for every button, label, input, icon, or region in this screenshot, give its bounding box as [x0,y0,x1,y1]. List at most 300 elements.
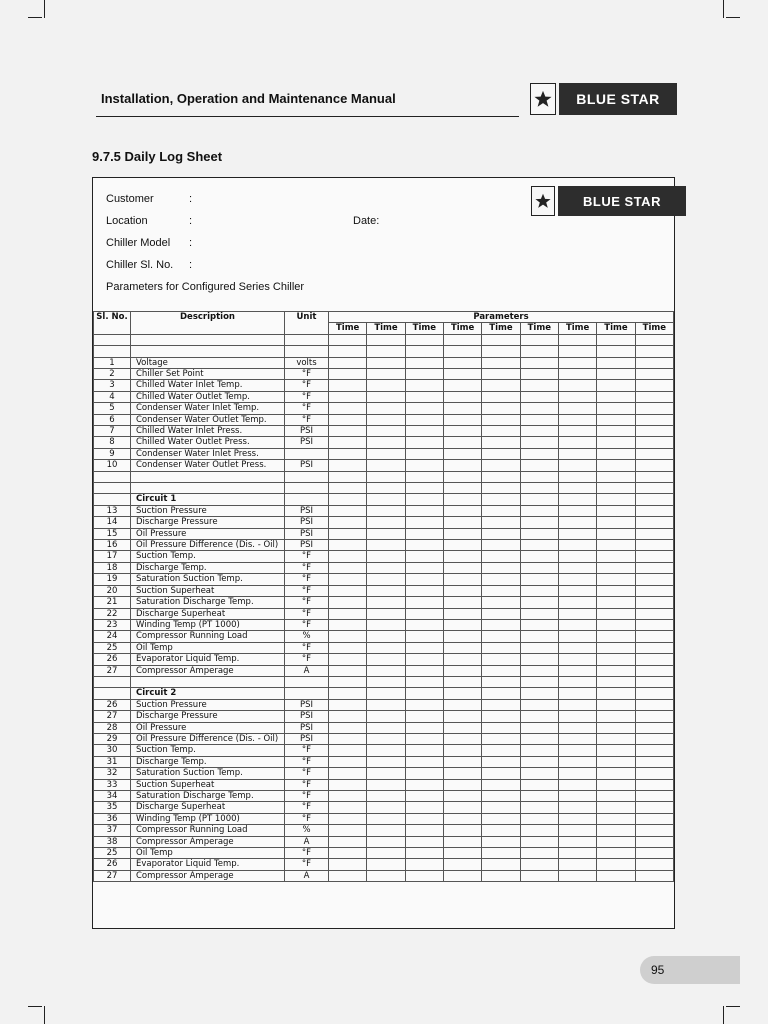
time-entry-cell[interactable] [367,414,405,425]
time-entry-cell[interactable] [597,585,635,596]
time-entry-cell[interactable] [635,460,673,471]
time-entry-cell[interactable] [482,574,520,585]
time-entry-cell[interactable] [597,870,635,881]
time-entry-cell[interactable] [367,665,405,676]
time-entry-cell[interactable] [520,562,558,573]
time-entry-cell[interactable] [329,733,367,744]
time-entry-cell[interactable] [635,448,673,459]
time-entry-cell[interactable] [558,859,596,870]
time-entry-cell[interactable] [405,380,443,391]
time-entry-cell[interactable] [329,768,367,779]
time-entry-cell[interactable] [520,574,558,585]
time-entry-cell[interactable] [558,870,596,881]
time-entry-cell[interactable] [520,756,558,767]
time-entry-cell[interactable] [329,608,367,619]
time-entry-cell[interactable] [482,825,520,836]
time-entry-cell[interactable] [329,346,367,357]
time-entry-cell[interactable] [405,790,443,801]
time-entry-cell[interactable] [367,346,405,357]
time-entry-cell[interactable] [405,779,443,790]
time-entry-cell[interactable] [329,699,367,710]
time-entry-cell[interactable] [405,733,443,744]
time-entry-cell[interactable] [443,722,481,733]
time-entry-cell[interactable] [405,768,443,779]
time-entry-cell[interactable] [329,391,367,402]
time-entry-cell[interactable] [597,562,635,573]
time-entry-cell[interactable] [520,608,558,619]
time-entry-cell[interactable] [558,380,596,391]
time-entry-cell[interactable] [367,597,405,608]
time-entry-cell[interactable] [597,722,635,733]
time-entry-cell[interactable] [520,437,558,448]
time-entry-cell[interactable] [558,437,596,448]
time-entry-cell[interactable] [405,848,443,859]
time-entry-cell[interactable] [635,802,673,813]
time-entry-cell[interactable] [443,848,481,859]
time-entry-cell[interactable] [329,505,367,516]
time-entry-cell[interactable] [405,745,443,756]
time-entry-cell[interactable] [405,813,443,824]
time-entry-cell[interactable] [329,631,367,642]
time-entry-cell[interactable] [443,483,481,494]
time-entry-cell[interactable] [405,574,443,585]
time-entry-cell[interactable] [635,654,673,665]
time-entry-cell[interactable] [367,733,405,744]
time-entry-cell[interactable] [558,505,596,516]
time-entry-cell[interactable] [329,665,367,676]
time-entry-cell[interactable] [597,688,635,699]
time-entry-cell[interactable] [405,699,443,710]
time-entry-cell[interactable] [597,836,635,847]
time-entry-cell[interactable] [558,848,596,859]
time-entry-cell[interactable] [482,711,520,722]
time-entry-cell[interactable] [482,585,520,596]
time-entry-cell[interactable] [635,688,673,699]
time-entry-cell[interactable] [520,528,558,539]
time-entry-cell[interactable] [635,403,673,414]
time-entry-cell[interactable] [520,551,558,562]
time-entry-cell[interactable] [597,540,635,551]
time-entry-cell[interactable] [597,403,635,414]
time-entry-cell[interactable] [443,334,481,345]
time-entry-cell[interactable] [558,551,596,562]
time-entry-cell[interactable] [597,597,635,608]
time-entry-cell[interactable] [597,505,635,516]
time-entry-cell[interactable] [635,585,673,596]
time-entry-cell[interactable] [482,733,520,744]
time-entry-cell[interactable] [520,745,558,756]
time-entry-cell[interactable] [367,585,405,596]
time-entry-cell[interactable] [405,562,443,573]
time-entry-cell[interactable] [329,722,367,733]
time-entry-cell[interactable] [367,403,405,414]
time-entry-cell[interactable] [558,574,596,585]
time-entry-cell[interactable] [558,813,596,824]
time-entry-cell[interactable] [520,699,558,710]
time-entry-cell[interactable] [405,483,443,494]
time-entry-cell[interactable] [329,414,367,425]
time-entry-cell[interactable] [635,870,673,881]
time-entry-cell[interactable] [482,836,520,847]
time-entry-cell[interactable] [329,437,367,448]
time-entry-cell[interactable] [597,574,635,585]
time-entry-cell[interactable] [558,334,596,345]
time-entry-cell[interactable] [558,597,596,608]
time-entry-cell[interactable] [597,528,635,539]
time-entry-cell[interactable] [558,494,596,505]
time-entry-cell[interactable] [597,733,635,744]
time-entry-cell[interactable] [635,426,673,437]
time-entry-cell[interactable] [520,460,558,471]
time-entry-cell[interactable] [482,471,520,482]
time-entry-cell[interactable] [558,562,596,573]
time-entry-cell[interactable] [635,346,673,357]
time-entry-cell[interactable] [329,403,367,414]
time-entry-cell[interactable] [520,825,558,836]
time-entry-cell[interactable] [367,551,405,562]
time-entry-cell[interactable] [597,471,635,482]
time-entry-cell[interactable] [443,391,481,402]
time-entry-cell[interactable] [329,859,367,870]
time-entry-cell[interactable] [329,688,367,699]
time-entry-cell[interactable] [597,779,635,790]
time-entry-cell[interactable] [329,597,367,608]
time-entry-cell[interactable] [635,756,673,767]
time-entry-cell[interactable] [367,676,405,687]
time-entry-cell[interactable] [597,414,635,425]
time-entry-cell[interactable] [329,448,367,459]
time-entry-cell[interactable] [367,722,405,733]
time-entry-cell[interactable] [597,790,635,801]
time-entry-cell[interactable] [597,711,635,722]
time-entry-cell[interactable] [405,802,443,813]
time-entry-cell[interactable] [482,346,520,357]
time-entry-cell[interactable] [635,779,673,790]
time-entry-cell[interactable] [597,357,635,368]
time-entry-cell[interactable] [520,369,558,380]
time-entry-cell[interactable] [405,597,443,608]
time-entry-cell[interactable] [367,505,405,516]
time-entry-cell[interactable] [367,699,405,710]
time-entry-cell[interactable] [443,790,481,801]
time-entry-cell[interactable] [405,403,443,414]
time-entry-cell[interactable] [443,859,481,870]
time-entry-cell[interactable] [635,517,673,528]
time-entry-cell[interactable] [482,745,520,756]
time-entry-cell[interactable] [329,585,367,596]
time-entry-cell[interactable] [443,369,481,380]
time-entry-cell[interactable] [443,437,481,448]
time-entry-cell[interactable] [443,825,481,836]
time-entry-cell[interactable] [443,711,481,722]
time-entry-cell[interactable] [405,619,443,630]
time-entry-cell[interactable] [597,802,635,813]
time-entry-cell[interactable] [443,802,481,813]
time-entry-cell[interactable] [635,631,673,642]
time-entry-cell[interactable] [597,391,635,402]
time-entry-cell[interactable] [443,597,481,608]
time-entry-cell[interactable] [558,722,596,733]
time-entry-cell[interactable] [635,483,673,494]
time-entry-cell[interactable] [635,619,673,630]
time-entry-cell[interactable] [520,688,558,699]
time-entry-cell[interactable] [482,870,520,881]
time-entry-cell[interactable] [597,665,635,676]
time-entry-cell[interactable] [482,619,520,630]
time-entry-cell[interactable] [405,357,443,368]
time-entry-cell[interactable] [520,585,558,596]
time-entry-cell[interactable] [520,870,558,881]
time-entry-cell[interactable] [597,619,635,630]
time-entry-cell[interactable] [482,562,520,573]
time-entry-cell[interactable] [405,642,443,653]
time-entry-cell[interactable] [367,711,405,722]
time-entry-cell[interactable] [443,756,481,767]
time-entry-cell[interactable] [405,654,443,665]
time-entry-cell[interactable] [443,517,481,528]
time-entry-cell[interactable] [520,654,558,665]
time-entry-cell[interactable] [482,859,520,870]
time-entry-cell[interactable] [597,756,635,767]
time-entry-cell[interactable] [635,471,673,482]
time-entry-cell[interactable] [367,357,405,368]
time-entry-cell[interactable] [635,848,673,859]
time-entry-cell[interactable] [443,676,481,687]
time-entry-cell[interactable] [329,825,367,836]
time-entry-cell[interactable] [443,380,481,391]
time-entry-cell[interactable] [558,391,596,402]
time-entry-cell[interactable] [482,334,520,345]
time-entry-cell[interactable] [558,414,596,425]
time-entry-cell[interactable] [405,517,443,528]
time-entry-cell[interactable] [482,790,520,801]
time-entry-cell[interactable] [482,540,520,551]
time-entry-cell[interactable] [367,745,405,756]
time-entry-cell[interactable] [367,334,405,345]
time-entry-cell[interactable] [329,802,367,813]
time-entry-cell[interactable] [367,756,405,767]
time-entry-cell[interactable] [405,551,443,562]
time-entry-cell[interactable] [558,517,596,528]
time-entry-cell[interactable] [597,426,635,437]
time-entry-cell[interactable] [558,619,596,630]
time-entry-cell[interactable] [635,437,673,448]
time-entry-cell[interactable] [405,494,443,505]
time-entry-cell[interactable] [520,494,558,505]
time-entry-cell[interactable] [367,460,405,471]
time-entry-cell[interactable] [367,802,405,813]
time-entry-cell[interactable] [329,836,367,847]
time-entry-cell[interactable] [329,711,367,722]
time-entry-cell[interactable] [367,391,405,402]
time-entry-cell[interactable] [405,665,443,676]
time-entry-cell[interactable] [405,346,443,357]
time-entry-cell[interactable] [558,802,596,813]
time-entry-cell[interactable] [367,540,405,551]
time-entry-cell[interactable] [482,848,520,859]
time-entry-cell[interactable] [597,631,635,642]
time-entry-cell[interactable] [443,562,481,573]
time-entry-cell[interactable] [597,745,635,756]
time-entry-cell[interactable] [367,574,405,585]
time-entry-cell[interactable] [520,802,558,813]
time-entry-cell[interactable] [367,562,405,573]
time-entry-cell[interactable] [405,825,443,836]
time-entry-cell[interactable] [367,494,405,505]
time-entry-cell[interactable] [635,597,673,608]
time-entry-cell[interactable] [520,859,558,870]
time-entry-cell[interactable] [482,380,520,391]
time-entry-cell[interactable] [482,665,520,676]
time-entry-cell[interactable] [558,460,596,471]
time-entry-cell[interactable] [482,391,520,402]
time-entry-cell[interactable] [558,346,596,357]
time-entry-cell[interactable] [558,642,596,653]
time-entry-cell[interactable] [367,848,405,859]
time-entry-cell[interactable] [367,836,405,847]
time-entry-cell[interactable] [520,597,558,608]
time-entry-cell[interactable] [558,528,596,539]
time-entry-cell[interactable] [329,813,367,824]
time-entry-cell[interactable] [405,676,443,687]
time-entry-cell[interactable] [597,346,635,357]
time-entry-cell[interactable] [405,505,443,516]
time-entry-cell[interactable] [329,870,367,881]
time-entry-cell[interactable] [635,357,673,368]
time-entry-cell[interactable] [520,346,558,357]
time-entry-cell[interactable] [405,859,443,870]
time-entry-cell[interactable] [635,745,673,756]
time-entry-cell[interactable] [520,836,558,847]
time-entry-cell[interactable] [405,688,443,699]
time-entry-cell[interactable] [482,528,520,539]
time-entry-cell[interactable] [405,426,443,437]
time-entry-cell[interactable] [329,426,367,437]
time-entry-cell[interactable] [405,437,443,448]
time-entry-cell[interactable] [635,505,673,516]
time-entry-cell[interactable] [367,448,405,459]
time-entry-cell[interactable] [558,711,596,722]
time-entry-cell[interactable] [443,403,481,414]
time-entry-cell[interactable] [329,848,367,859]
time-entry-cell[interactable] [405,722,443,733]
time-entry-cell[interactable] [558,756,596,767]
time-entry-cell[interactable] [520,733,558,744]
time-entry-cell[interactable] [443,551,481,562]
time-entry-cell[interactable] [635,676,673,687]
time-entry-cell[interactable] [558,779,596,790]
time-entry-cell[interactable] [635,733,673,744]
time-entry-cell[interactable] [520,426,558,437]
time-entry-cell[interactable] [597,380,635,391]
time-entry-cell[interactable] [367,608,405,619]
time-entry-cell[interactable] [482,756,520,767]
time-entry-cell[interactable] [520,711,558,722]
time-entry-cell[interactable] [635,768,673,779]
time-entry-cell[interactable] [597,676,635,687]
time-entry-cell[interactable] [443,585,481,596]
time-entry-cell[interactable] [520,722,558,733]
time-entry-cell[interactable] [520,790,558,801]
time-entry-cell[interactable] [520,483,558,494]
time-entry-cell[interactable] [558,631,596,642]
time-entry-cell[interactable] [367,825,405,836]
time-entry-cell[interactable] [520,357,558,368]
time-entry-cell[interactable] [443,357,481,368]
time-entry-cell[interactable] [597,848,635,859]
time-entry-cell[interactable] [443,654,481,665]
time-entry-cell[interactable] [520,631,558,642]
time-entry-cell[interactable] [597,551,635,562]
time-entry-cell[interactable] [482,768,520,779]
time-entry-cell[interactable] [597,437,635,448]
time-entry-cell[interactable] [443,426,481,437]
time-entry-cell[interactable] [520,517,558,528]
time-entry-cell[interactable] [482,597,520,608]
time-entry-cell[interactable] [635,414,673,425]
time-entry-cell[interactable] [329,494,367,505]
time-entry-cell[interactable] [635,562,673,573]
time-entry-cell[interactable] [597,608,635,619]
time-entry-cell[interactable] [482,460,520,471]
time-entry-cell[interactable] [520,665,558,676]
time-entry-cell[interactable] [520,334,558,345]
time-entry-cell[interactable] [443,642,481,653]
time-entry-cell[interactable] [405,460,443,471]
time-entry-cell[interactable] [635,711,673,722]
time-entry-cell[interactable] [482,505,520,516]
time-entry-cell[interactable] [329,334,367,345]
time-entry-cell[interactable] [367,369,405,380]
time-entry-cell[interactable] [520,848,558,859]
time-entry-cell[interactable] [443,870,481,881]
time-entry-cell[interactable] [597,699,635,710]
time-entry-cell[interactable] [635,551,673,562]
time-entry-cell[interactable] [405,711,443,722]
time-entry-cell[interactable] [635,494,673,505]
time-entry-cell[interactable] [482,642,520,653]
time-entry-cell[interactable] [443,768,481,779]
time-entry-cell[interactable] [482,448,520,459]
time-entry-cell[interactable] [367,517,405,528]
time-entry-cell[interactable] [443,528,481,539]
time-entry-cell[interactable] [520,391,558,402]
time-entry-cell[interactable] [482,369,520,380]
time-entry-cell[interactable] [405,540,443,551]
time-entry-cell[interactable] [405,756,443,767]
time-entry-cell[interactable] [329,357,367,368]
time-entry-cell[interactable] [635,608,673,619]
time-entry-cell[interactable] [597,642,635,653]
time-entry-cell[interactable] [443,540,481,551]
time-entry-cell[interactable] [367,813,405,824]
time-entry-cell[interactable] [329,528,367,539]
time-entry-cell[interactable] [482,426,520,437]
time-entry-cell[interactable] [520,448,558,459]
time-entry-cell[interactable] [482,802,520,813]
time-entry-cell[interactable] [329,642,367,653]
time-entry-cell[interactable] [597,494,635,505]
time-entry-cell[interactable] [405,870,443,881]
time-entry-cell[interactable] [482,414,520,425]
time-entry-cell[interactable] [635,391,673,402]
time-entry-cell[interactable] [482,779,520,790]
time-entry-cell[interactable] [329,790,367,801]
time-entry-cell[interactable] [329,574,367,585]
time-entry-cell[interactable] [635,722,673,733]
time-entry-cell[interactable] [367,688,405,699]
time-entry-cell[interactable] [520,779,558,790]
